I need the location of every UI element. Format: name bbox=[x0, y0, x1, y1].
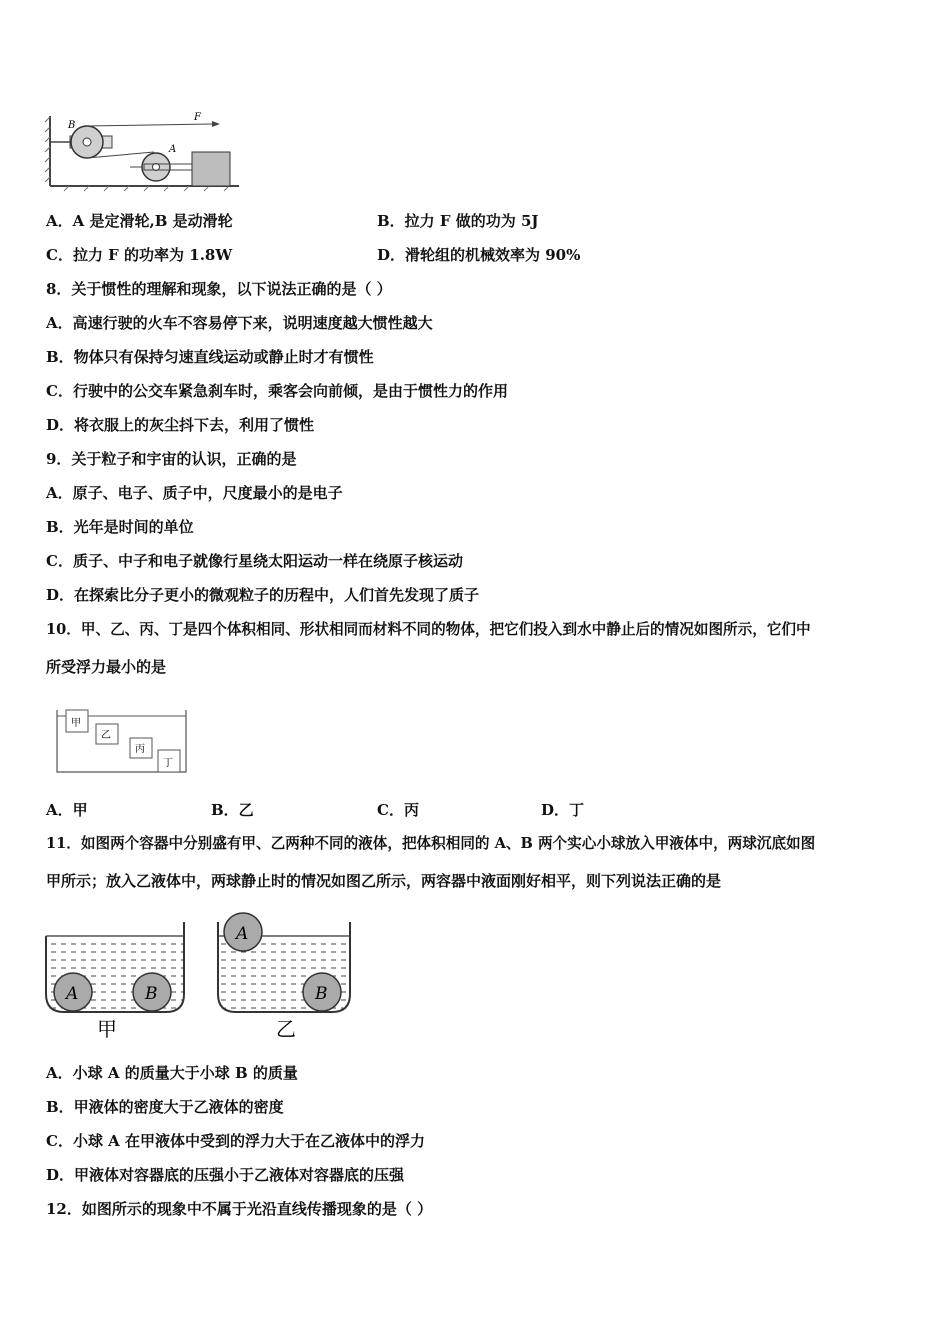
q8-option-a: A．高速行驶的火车不容易停下来，说明速度越大惯性越大 bbox=[46, 314, 433, 332]
q7-option-d: D．滑轮组的机械效率为 90% bbox=[377, 246, 581, 264]
q11-option-c: C．小球 A 在甲液体中受到的浮力大于在乙液体中的浮力 bbox=[46, 1132, 426, 1150]
q7-option-c: C．拉力 F 的功率为 1.8W bbox=[46, 246, 233, 264]
caption-yi: 乙 bbox=[276, 1017, 296, 1041]
two-containers-figure bbox=[40, 908, 360, 1044]
q9-option-b: B．光年是时间的单位 bbox=[46, 518, 194, 536]
q10-stem-line2: 所受浮力最小的是 bbox=[46, 658, 167, 676]
q8-stem: 8．关于惯性的理解和现象，以下说法正确的是（ ） bbox=[46, 280, 392, 298]
ball-a-jia: A bbox=[66, 984, 79, 1004]
label-bing: 丙 bbox=[135, 744, 145, 755]
label-yi: 乙 bbox=[101, 730, 111, 741]
ball-b-yi: B bbox=[315, 984, 328, 1004]
ball-b-jia: B bbox=[145, 984, 158, 1004]
q10-option-d: D．丁 bbox=[541, 801, 585, 819]
pulley-figure bbox=[44, 112, 244, 192]
water-tank-figure bbox=[54, 706, 190, 776]
q11-stem-line1: 11．如图两个容器中分别盛有甲、乙两种不同的液体，把体积相同的 A、B 两个实心小球放入甲液体中，两球沉底如图 bbox=[46, 835, 816, 852]
q8-option-b: B．物体只有保持匀速直线运动或静止时才有惯性 bbox=[46, 348, 374, 366]
q12-stem: 12．如图所示的现象中不属于光沿直线传播现象的是（ ） bbox=[46, 1200, 433, 1218]
q7-option-b: B．拉力 F 做的功为 5J bbox=[377, 212, 539, 230]
q10-option-a: A．甲 bbox=[46, 801, 88, 819]
q7-option-a: A．A 是定滑轮,B 是动滑轮 bbox=[46, 212, 233, 230]
q9-option-d: D．在探索比分子更小的微观粒子的历程中，人们首先发现了质子 bbox=[46, 586, 480, 604]
label-jia: 甲 bbox=[71, 718, 81, 729]
q11-stem-line2: 甲所示；放入乙液体中，两球静止时的情况如图乙所示，两容器中液面刚好相平，则下列说法正确的是 bbox=[46, 872, 722, 890]
label-f: F bbox=[194, 112, 201, 123]
label-a: A bbox=[169, 144, 177, 155]
q11-option-b: B．甲液体的密度大于乙液体的密度 bbox=[46, 1098, 284, 1116]
q10-option-c: C．丙 bbox=[377, 801, 419, 819]
q9-stem: 9．关于粒子和宇宙的认识，正确的是 bbox=[46, 450, 297, 468]
label-ding: 丁 bbox=[163, 758, 173, 769]
q10-stem-line1: 10．甲、乙、丙、丁是四个体积相同、形状相同而材料不同的物体，把它们投入到水中静止后的情况如图所示，它们中 bbox=[46, 621, 811, 638]
caption-jia: 甲 bbox=[97, 1017, 117, 1041]
q9-option-c: C．质子、中子和电子就像行星绕太阳运动一样在绕原子核运动 bbox=[46, 552, 463, 570]
q9-option-a: A．原子、电子、质子中，尺度最小的是电子 bbox=[46, 484, 343, 502]
q10-option-b: B．乙 bbox=[211, 801, 254, 819]
ball-a-yi: A bbox=[236, 924, 249, 944]
label-b: B bbox=[68, 120, 76, 131]
q8-option-c: C．行驶中的公交车紧急刹车时，乘客会向前倾，是由于惯性力的作用 bbox=[46, 382, 508, 400]
q11-option-a: A．小球 A 的质量大于小球 B 的质量 bbox=[46, 1064, 298, 1082]
q8-option-d: D．将衣服上的灰尘抖下去，利用了惯性 bbox=[46, 416, 315, 434]
q11-option-d: D．甲液体对容器底的压强小于乙液体对容器底的压强 bbox=[46, 1166, 405, 1184]
